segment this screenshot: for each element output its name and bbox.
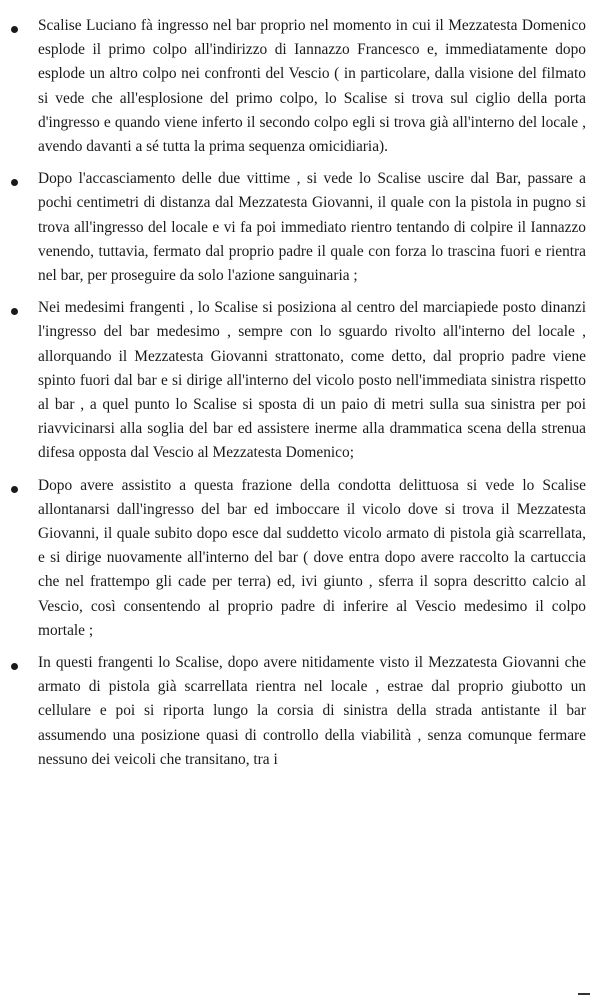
bullet-item-5	[8, 651, 586, 772]
bullet-text-5: In questi frangenti lo Scalise, dopo avere nitidamente visto il Mezzatesta Giovanni che armato di pistola già scarrellata rientra nel locale , estrae dal proprio giubotto un cellulare e poi si riporta lungo la corsia di sinistra della strada antistante il bar assumendo una posizione quasi di controllo della viabilità , senza comunque fermare nessuno dei veicoli che transitano, tra i	[38, 654, 586, 768]
bullet-text-4: Dopo avere assistito a questa frazione della condotta delittuosa si vede lo Scalise allontanarsi dall'ingresso del bar ed imboccare il vicolo dove si trova il Mezzatesta Giovanni, il quale subito dopo esce dal suddetto vicolo armato di pistola già scarrellata, e si dirige nuovamente all'interno del bar ( dove entra dopo avere raccolto la cartuccia che nel frattempo gli cade per terra) ed, ivi giunto , sferra il sopra descritto calcio al Vescio, così consentendo al proprio padre di inferire al Vescio medesimo il colpo mortale ;	[38, 476, 586, 639]
bullet-list	[8, 14, 586, 772]
scan-mark	[578, 993, 590, 995]
bullet-text-3: Nei medesimi frangenti , lo Scalise si posiziona al centro del marciapiede posto dinanzi l'ingresso del bar medesimo , sempre con lo sguardo rivolto all'interno del locale , allorquando il Mezzatesta Giovanni strattonato, come detto, dal proprio padre viene spinto fuori dal bar e si dirige all'interno del vicolo posto nell'immediata sinistra rispetto al bar , a quel punto lo Scalise si sposta di un paio di metri sulla sua sinistra per poi riavvicinarsi alla soglia del bar ed assistere inerme alla drammatica scena della strenua difesa opposta dal Vescio al Mezzatesta Domenico;	[38, 299, 586, 462]
bullet-item-3	[8, 296, 586, 465]
bullet-dot-icon	[11, 486, 18, 493]
bullet-text-1: Scalise Luciano fà ingresso nel bar proprio nel momento in cui il Mezzatesta Domenico esplode il primo colpo all'indirizzo di Iannazzo Francesco e, immediatamente dopo esplode un altro colpo nei confronti del Vescio ( in particolare, dalla visione del filmato si vede che all'esplosione del primo colpo, lo Scalise si trova sul ciglio della porta d'ingresso e quando viene inferto il secondo colpo egli si trova già all'interno del locale , avendo davanti a sé tutta la prima sequenza omicidiaria).	[38, 17, 586, 156]
bullet-dot-icon	[11, 663, 18, 670]
bullet-item-4	[8, 474, 586, 643]
bullet-dot-icon	[11, 179, 18, 186]
bullet-item-2	[8, 167, 586, 288]
bullet-dot-icon	[11, 26, 18, 33]
bullet-text-2: Dopo l'accasciamento delle due vittime , si vede lo Scalise uscire dal Bar, passare a pochi centimetri di distanza dal Mezzatesta Giovanni, il quale con la pistola in pugno si trova all'ingresso del locale e vi fa poi immediato rientro tentando di colpire il Iannazzo venendo, tuttavia, fermato dal proprio padre il quale con forza lo trascina fuori e rientra nel bar, per proseguire da solo l'azione sanguinaria ;	[38, 170, 586, 285]
bullet-dot-icon	[11, 308, 18, 315]
bullet-item-1	[8, 14, 586, 159]
